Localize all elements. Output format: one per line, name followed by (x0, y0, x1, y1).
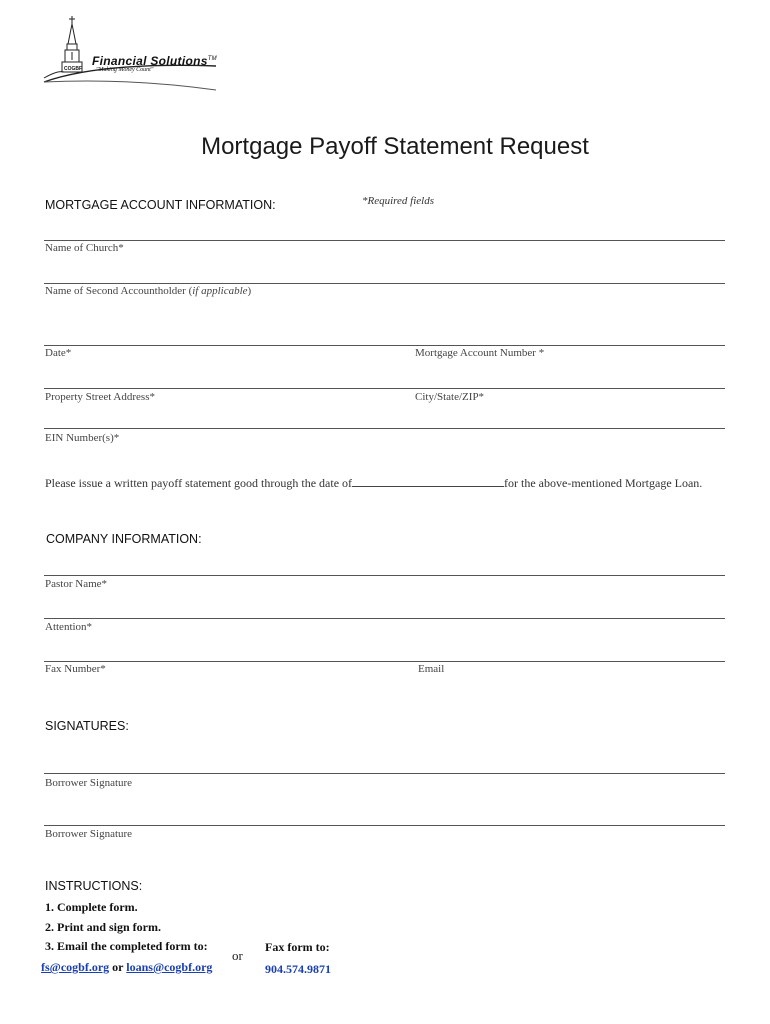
instruction-step-2: 2. Print and sign form. (45, 920, 162, 934)
address-city-field-line[interactable] (44, 388, 725, 389)
fax-email-field-line[interactable] (44, 661, 725, 662)
instructions-heading: INSTRUCTIONS: (45, 879, 143, 893)
email-link-fs[interactable]: fs@cogbf.org (41, 960, 110, 974)
email-link-loans[interactable]: loans@cogbf.org (126, 960, 213, 974)
ein-label: EIN Number(s)* (45, 432, 120, 444)
logo-title: Financial Solutions™ (92, 54, 217, 68)
mortgage-account-number-label: Mortgage Account Number * (415, 347, 545, 359)
fax-form-label: Fax form to: (265, 940, 330, 954)
borrower-signature-2-field[interactable] (44, 825, 725, 826)
second-accountholder-label: Name of Second Accountholder (if applicable) (45, 285, 252, 297)
church-steeple-logo-icon (40, 14, 220, 92)
city-state-zip-label: City/State/ZIP* (415, 391, 485, 403)
property-street-label: Property Street Address* (45, 391, 155, 403)
payoff-date-blank[interactable] (352, 476, 504, 487)
date-account-number-field-line[interactable] (44, 345, 725, 346)
payoff-statement-sentence: Please issue a written payoff statement good through the date of for the above-mentioned Mortgage Loan. (45, 476, 703, 490)
church-name-label: Name of Church* (45, 242, 124, 254)
borrower-signature-1-label: Borrower Signature (45, 777, 133, 789)
logo-mark: COGBF (64, 66, 83, 72)
fax-form-number: 904.574.9871 (265, 962, 331, 976)
or-separator: or (232, 948, 243, 963)
date-label: Date* (45, 347, 72, 359)
fax-number-label: Fax Number* (45, 663, 106, 675)
logo-tagline: "Making Money Count" (96, 67, 154, 73)
mortgage-section-heading: MORTGAGE ACCOUNT INFORMATION: (45, 198, 276, 212)
required-fields-note: *Required fields (362, 195, 434, 207)
attention-label: Attention* (45, 621, 93, 633)
church-name-field[interactable] (44, 240, 725, 241)
signatures-section-heading: SIGNATURES: (45, 719, 129, 733)
borrower-signature-1-field[interactable] (44, 773, 725, 774)
page-title: Mortgage Payoff Statement Request (201, 133, 589, 160)
logo-trademark: TM (207, 56, 217, 62)
company-section-heading: COMPANY INFORMATION: (46, 532, 202, 546)
email-label: Email (418, 663, 445, 675)
pastor-name-label: Pastor Name* (45, 578, 108, 590)
second-accountholder-field[interactable] (44, 283, 725, 284)
pastor-name-field[interactable] (44, 575, 725, 576)
instruction-step-1: 1. Complete form. (45, 900, 138, 914)
email-links (41, 960, 212, 975)
borrower-signature-2-label: Borrower Signature (45, 828, 133, 840)
email-or: or (112, 960, 124, 974)
attention-field[interactable] (44, 618, 725, 619)
instruction-step-3: 3. Email the completed form to: (45, 939, 208, 953)
ein-field[interactable] (44, 428, 725, 429)
